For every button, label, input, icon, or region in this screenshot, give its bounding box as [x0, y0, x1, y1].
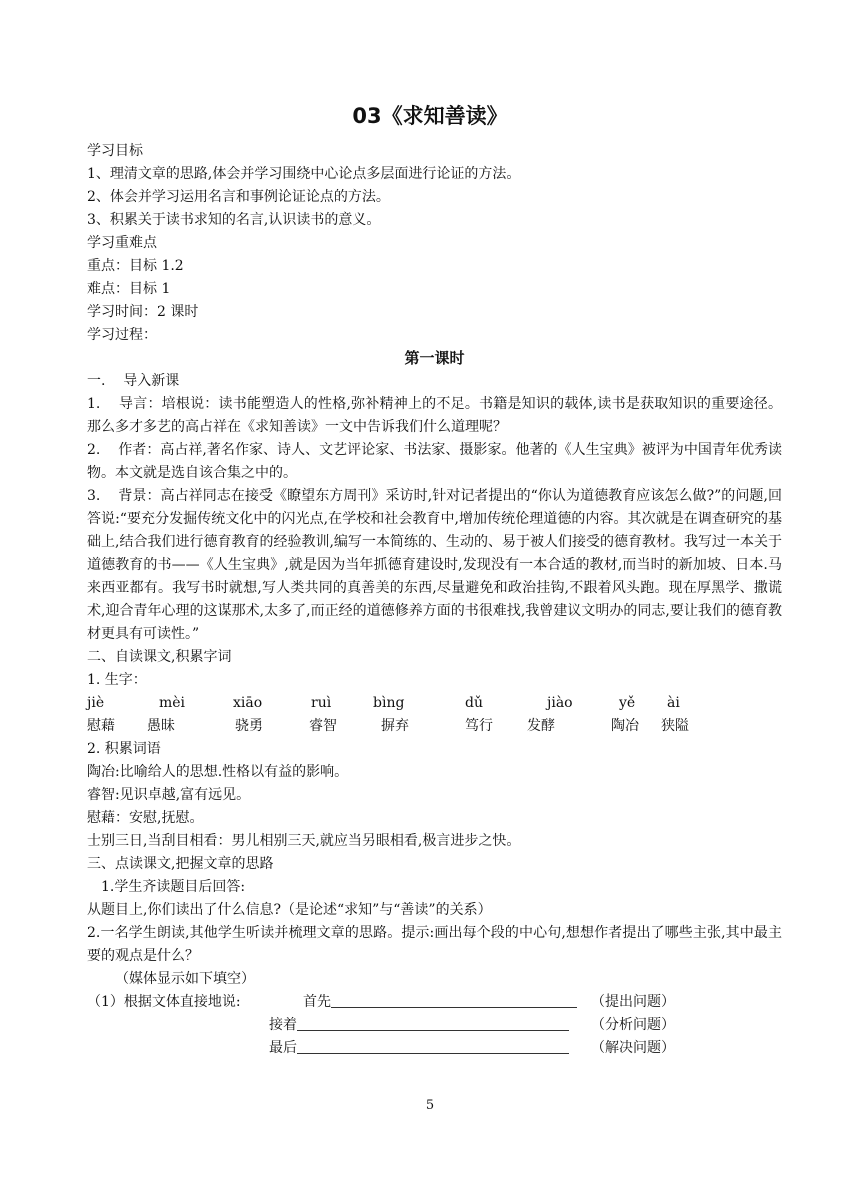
- character-word: 愚昧: [147, 718, 175, 734]
- characters-row: [87, 715, 782, 738]
- question-1: 1.学生齐读题目后回答:: [101, 879, 246, 895]
- character-word: 笃行: [465, 718, 493, 734]
- fill-note: （提出问题）: [591, 994, 675, 1010]
- paragraph-intro: 1. 导言：培根说：读书能塑造人的性格,弥补精神上的不足。书籍是知识的载体,读书是获取知识的重要途径。那么多才多艺的高占祥在《求知善读》一文中告诉我们什么道理呢？: [87, 396, 782, 435]
- fill-label: 最后: [269, 1040, 297, 1056]
- difficulty-heading: 学习重难点: [87, 235, 157, 251]
- fill-row: [87, 1037, 782, 1060]
- fill-row: [87, 1014, 782, 1037]
- page-title: 03《求知善读》: [352, 104, 508, 128]
- fill-note: （解决问题）: [591, 1040, 675, 1056]
- pinyin: yě: [619, 695, 636, 711]
- study-time: 学习时间：2 课时: [87, 304, 199, 320]
- fill-note: （分析问题）: [591, 1017, 675, 1033]
- pinyin: jiè: [87, 695, 105, 711]
- media-note: （媒体显示如下填空）: [115, 971, 255, 987]
- pinyin-row: [87, 692, 782, 715]
- new-characters-label: 1. 生字：: [87, 672, 147, 688]
- pinyin: bìng: [373, 695, 405, 711]
- fill-blank[interactable]: [331, 991, 577, 1008]
- section-vocab-heading: 二、自读课文,积累字词: [87, 649, 232, 665]
- vocab-entry: 睿智:见识卓越,富有远见。: [87, 787, 251, 803]
- character-word: 慰藉: [87, 718, 115, 734]
- vocab-entry: 慰藉：安慰,抚慰。: [87, 810, 204, 826]
- pinyin: jiào: [547, 695, 573, 711]
- pinyin: ruì: [311, 695, 332, 711]
- vocab-entry: 陶冶:比喻给人的思想.性格以有益的影响。: [87, 764, 349, 780]
- pinyin: xiāo: [233, 695, 263, 711]
- section-intro-heading: 一. 导入新课: [87, 373, 180, 389]
- page-number: 5: [425, 1098, 435, 1113]
- goal-item: 2、体会并学习运用名言和事例论证论点的方法。: [87, 189, 390, 205]
- character-word: 陶冶: [611, 718, 639, 734]
- character-word: 发酵: [527, 718, 555, 734]
- goals-heading: 学习目标: [87, 143, 143, 159]
- fill-blank[interactable]: [297, 1014, 569, 1031]
- paragraph-author: 2. 作者：高占祥,著名作家、诗人、文艺评论家、书法家、摄影家。他著的《人生宝典》被评为中国青年优秀读物。本文就是选自该合集之中的。: [87, 442, 782, 481]
- character-word: 狭隘: [661, 718, 689, 734]
- key-point: 重点：目标 1.2: [87, 258, 184, 274]
- study-process: 学习过程：: [87, 327, 157, 343]
- fill-prefix: （1）根据文体直接地说:: [87, 994, 241, 1010]
- character-word: 骁勇: [235, 718, 263, 734]
- document-body: [87, 140, 782, 1060]
- character-word: 睿智: [309, 718, 337, 734]
- fill-row: [87, 991, 782, 1014]
- fill-blank[interactable]: [297, 1037, 569, 1054]
- vocab-entry: 士别三日,当刮目相看：男儿相别三天,就应当另眼相看,极言进步之快。: [87, 833, 521, 849]
- question-2: 2.一名学生朗读,其他学生听读并梳理文章的思路。提示:画出每个段的中心句,想想作者提出了哪些主张,其中最主要的观点是什么？: [87, 925, 782, 964]
- pinyin: ài: [667, 695, 680, 711]
- goal-item: 1、理清文章的思路,体会并学习围绕中心论点多层面进行论证的方法。: [87, 166, 521, 182]
- question-1-text: 从题目上,你们读出了什么信息?（是论述“求知”与“善读”的关系）: [87, 902, 492, 918]
- section-reading-heading: 三、点读课文,把握文章的思路: [87, 856, 274, 872]
- character-word: 摒弃: [381, 718, 409, 734]
- lesson-title: 第一课时: [404, 349, 465, 367]
- vocab-accumulate-label: 2. 积累词语: [87, 741, 161, 757]
- pinyin: mèi: [159, 695, 186, 711]
- pinyin: dǔ: [465, 695, 483, 711]
- paragraph-background: 3. 背景：高占祥同志在接受《瞭望东方周刊》采访时,针对记者提出的“你认为道德教育应该怎么做?”的问题,回答说:“要充分发掘传统文化中的闪光点,在学校和社会教育中,增加传统伦理道德的内容。其次就是在调查研究的基础上,结合我们进行德育教育的经验教训,编写一本简练的、生动的、易于被人们接受的德育教材。我写过一本关于道德教育的书——《人生宝典》,就是因为当年抓德育建设时,发现没有一本合适的教材,而当时的新加坡、日本.马来西亚都有。我写书时就想,写人类共同的真善美的东西,尽量避免和政治挂钩,不跟着风头跑。现在厚黑学、撒谎术,迎合青年心理的这谋那术,太多了,而正经的道德修养方面的书很难找,我曾建议文明办的同志,要让我们的德育教材更具有可读性。”: [87, 488, 782, 642]
- goal-item: 3、积累关于读书求知的名言,认识读书的意义。: [87, 212, 381, 228]
- fill-label: 接着: [269, 1017, 297, 1033]
- fill-label: 首先: [303, 994, 331, 1010]
- hard-point: 难点：目标 1: [87, 281, 171, 297]
